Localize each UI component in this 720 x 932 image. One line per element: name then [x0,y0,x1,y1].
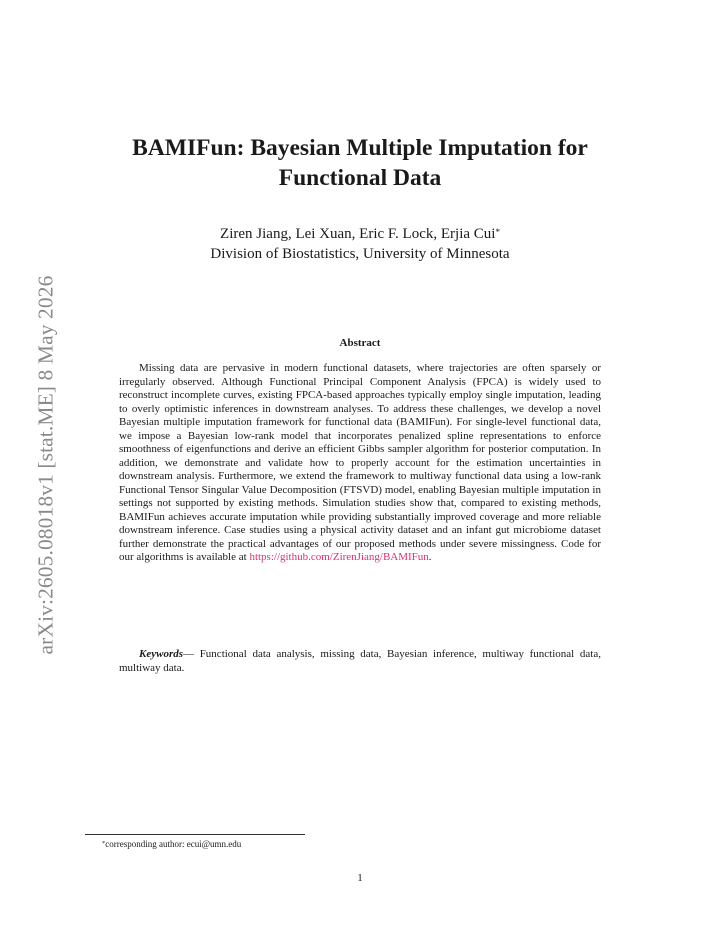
corresponding-author-mark: * [495,227,500,237]
footnote-text: corresponding author: ecui@umn.edu [105,839,242,849]
title-line-2: Functional Data [278,165,442,191]
page-number: 1 [357,872,363,884]
title-line-1: BAMIFun: Bayesian Multiple Imputation for [132,135,588,161]
code-repository-link[interactable]: https://github.com/ZirenJiang/BAMIFun [249,551,429,563]
abstract-heading: Abstract [339,337,381,349]
paper-title [60,133,660,193]
keywords-paragraph [119,648,601,675]
author-list: Ziren Jiang, Lei Xuan, Eric F. Lock, Erjia Cui [220,226,496,242]
keywords-label: Keywords [139,648,183,660]
footnote-rule [85,834,305,835]
author-block [60,224,660,264]
arxiv-identifier-stamp: arXiv:2605.08018v1 [stat.ME] 8 May 2026 [33,275,58,655]
footnote [102,838,241,850]
abstract-end: . [428,551,432,563]
affiliation: Division of Biostatistics, University of Minnesota [210,246,510,262]
footnote-mark: * [102,840,106,847]
abstract-text: Missing data are pervasive in modern functional datasets, where trajectories are often sparsely or irregularly observed. Although Functional Principal Component Analysis (FPCA) is widely used to reconstruct incomplete curves, existing FPCA-based approaches typically employ single imputation, leading to overly optimistic inferences in downstream analyses. To address these challenges, we develop a novel Bayesian multiple imputation framework for functional data (BAMIFun). For single-level functional data, we impose a Bayesian low-rank model that incorporates penalized spline representations to enforce smoothness of eigenfunctions and derive an efficient Gibbs sampler algorithm for posterior computation. In addition, we demonstrate and validate how to properly account for the estimation uncertainties in downstream analysis. Furthermore, we extend the framework to multiway functional data using a low-rank Functional Tensor Singular Value Decomposition (FTSVD) model, enabling Bayesian multiple imputation in settings not supported by existing methods. Simulation studies show that, compared to existing methods, BAMIFun achieves accurate imputation while providing substantially improved coverage and more reliable downstream inference. Case studies using a physical activity dataset and an infant gut microbiome dataset further demonstrate the practical advantages of our proposed methods under severe missingness. Code for our algorithms is available at [119,362,601,563]
keywords-list: — Functional data analysis, missing data, Bayesian inference, multiway functional data, multiway data. [119,648,601,674]
abstract-body [119,362,601,565]
